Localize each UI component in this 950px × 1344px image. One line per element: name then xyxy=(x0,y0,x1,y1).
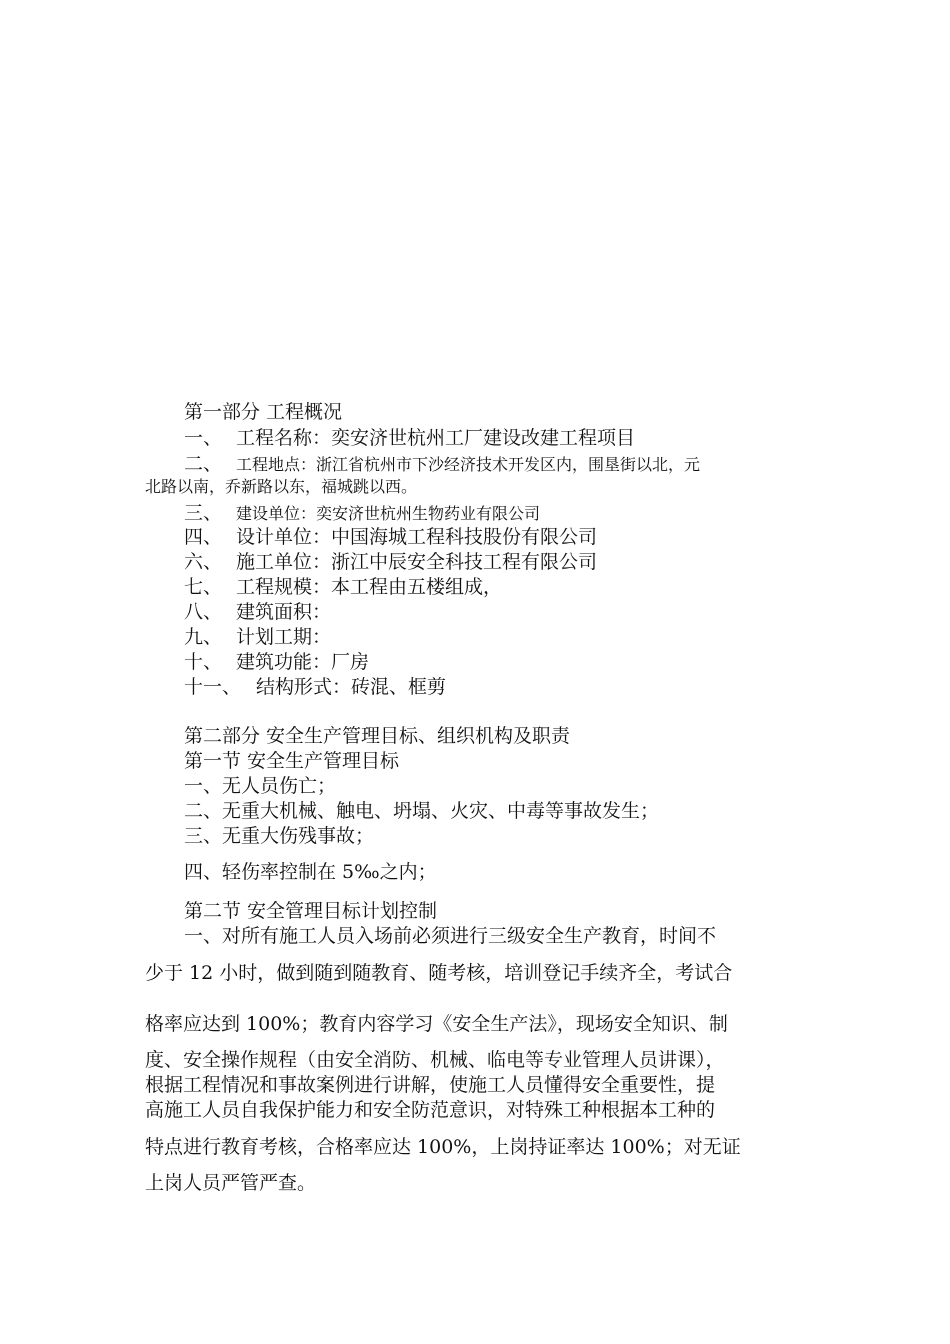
item-number: 六、 xyxy=(184,551,223,573)
goal-item: 二、无重大机械、触电、坍塌、火灾、中毒等事故发生； xyxy=(184,800,660,822)
overview-item-name xyxy=(184,427,824,449)
paragraph-line: 根据工程情况和事故案例进行讲解，使施工人员懂得安全重要性，提 xyxy=(145,1074,716,1096)
item-text: 工程地点：浙江省杭州市下沙经济技术开发区内，围垦街以北，元 xyxy=(236,455,701,474)
item-text: 建筑面积： xyxy=(236,601,332,623)
item-number: 八、 xyxy=(184,601,223,623)
item-number: 四、 xyxy=(184,526,223,548)
item-text: 建设单位：奕安济世杭州生物药业有限公司 xyxy=(236,504,541,523)
item-number: 九、 xyxy=(184,626,223,648)
item-text: 计划工期： xyxy=(236,626,332,648)
overview-item-designer xyxy=(184,526,824,548)
goal-item: 一、无人员伤亡； xyxy=(184,775,337,797)
overview-item-structure xyxy=(184,676,824,698)
item-text: 施工单位：浙江中辰安全科技工程有限公司 xyxy=(236,551,598,573)
item-number: 十一、 xyxy=(184,676,242,698)
overview-item-area xyxy=(184,601,824,623)
item-text: 结构形式：砖混、框剪 xyxy=(256,676,447,698)
part2-heading: 第二部分 安全生产管理目标、组织机构及职责 xyxy=(184,725,571,747)
goal-item: 三、无重大伤残事故； xyxy=(184,825,375,847)
overview-item-owner xyxy=(184,502,824,525)
section1-heading: 第一节 安全生产管理目标 xyxy=(184,750,400,772)
item-text: 工程规模：本工程由五楼组成， xyxy=(236,576,503,598)
paragraph-line: 少于 12 小时，做到随到随教育、随考核，培训登记手续齐全，考试合 xyxy=(145,962,733,984)
paragraph-line: 上岗人员严管严查。 xyxy=(145,1172,317,1194)
item-number: 十、 xyxy=(184,651,223,673)
item-text: 工程名称：奕安济世杭州工厂建设改建工程项目 xyxy=(236,427,636,449)
overview-item-location xyxy=(184,453,824,476)
item-text: 设计单位：中国海城工程科技股份有限公司 xyxy=(236,526,598,548)
item-number: 一、 xyxy=(184,427,223,449)
item-number: 七、 xyxy=(184,576,223,598)
overview-item-scale xyxy=(184,576,824,598)
paragraph-line: 高施工人员自我保护能力和安全防范意识，对特殊工种根据本工种的 xyxy=(145,1099,716,1121)
overview-item-function xyxy=(184,651,824,673)
goal-item: 四、轻伤率控制在 5‰之内； xyxy=(184,861,437,883)
paragraph-line: 特点进行教育考核，合格率应达 100%，上岗持证率达 100%；对无证 xyxy=(145,1136,741,1158)
paragraph-line: 度、安全操作规程（由安全消防、机械、临电等专业管理人员讲课）， xyxy=(145,1049,725,1071)
paragraph-line: 格率应达到 100%；教育内容学习《安全生产法》，现场安全知识、制 xyxy=(145,1013,728,1035)
item-text: 建筑功能：厂房 xyxy=(236,651,370,673)
paragraph-line: 一、对所有施工人员入场前必须进行三级安全生产教育，时间不 xyxy=(184,925,717,947)
overview-item-location-cont: 北路以南，乔新路以东，福城跳以西。 xyxy=(145,477,418,496)
section2-heading: 第二节 安全管理目标计划控制 xyxy=(184,900,438,922)
overview-item-schedule xyxy=(184,626,824,648)
item-number: 二、 xyxy=(184,453,223,475)
part1-heading: 第一部分 工程概况 xyxy=(184,401,343,423)
item-number: 三、 xyxy=(184,502,223,524)
overview-item-contractor xyxy=(184,551,824,573)
